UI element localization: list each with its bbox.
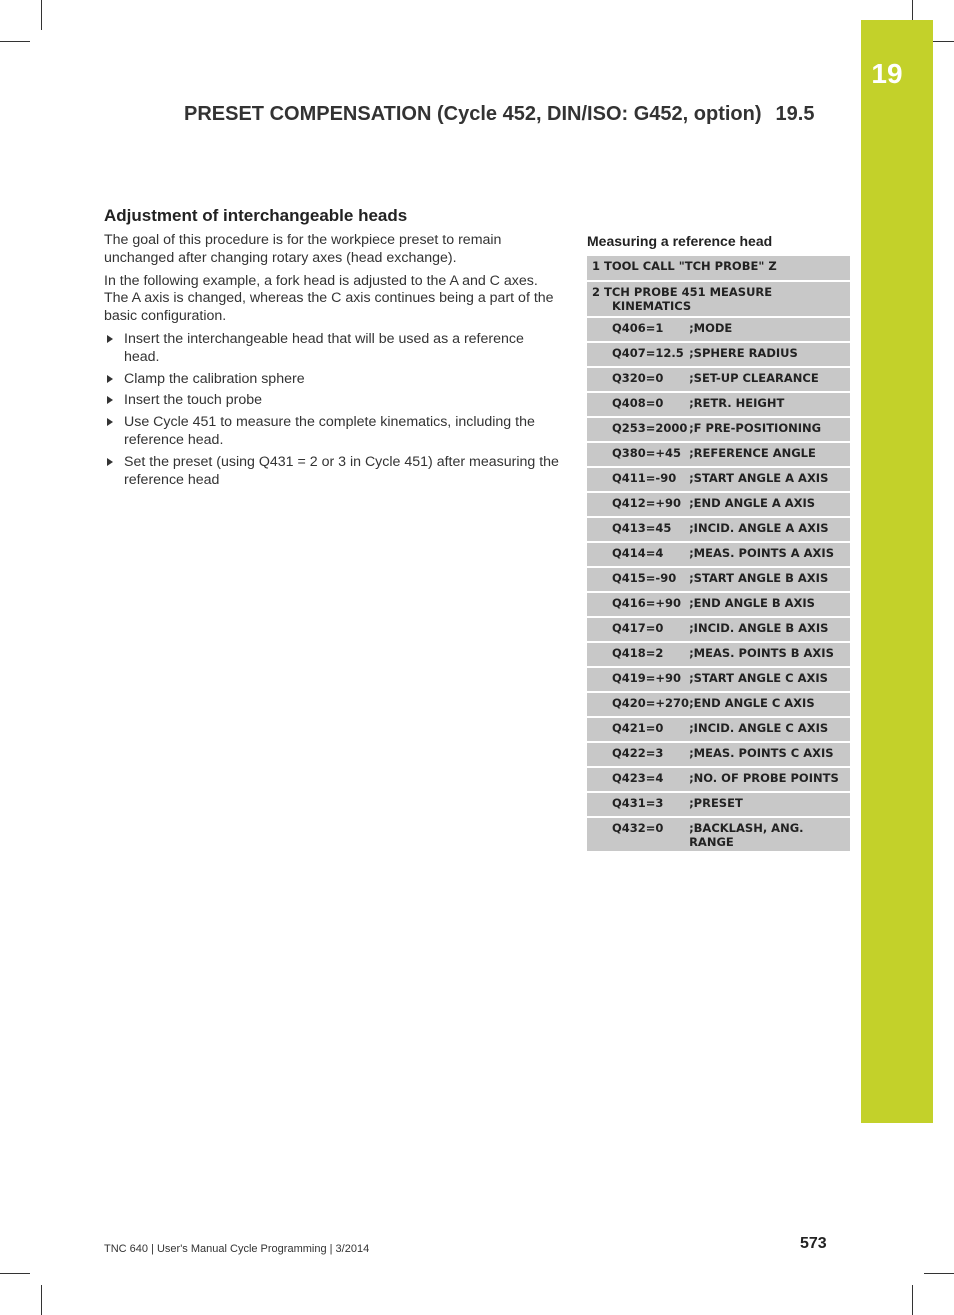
table-row <box>587 667 850 692</box>
step-text: Insert the interchangeable head that will be used as a reference head. <box>124 330 524 365</box>
crop-mark <box>0 41 30 42</box>
footer-text: TNC 640 | User's Manual Cycle Programming | 3/2014 <box>104 1243 370 1255</box>
step-text: Clamp the calibration sphere <box>124 370 305 387</box>
comment-cell: ;MEAS. POINTS A AXIS <box>689 542 850 567</box>
step-text: Insert the touch probe <box>124 392 263 409</box>
triangle-bullet-icon <box>107 396 113 404</box>
table-row <box>587 642 850 667</box>
comment-cell: ;END ANGLE B AXIS <box>689 592 850 617</box>
comment-cell: ;END ANGLE A AXIS <box>689 492 850 517</box>
param-cell: Q416=+90 <box>587 592 689 617</box>
table-row <box>587 517 850 542</box>
comment-cell: ;SET-UP CLEARANCE <box>689 367 850 392</box>
table-row <box>587 567 850 592</box>
table-row <box>587 367 850 392</box>
comment-cell: ;INCID. ANGLE C AXIS <box>689 717 850 742</box>
table-row <box>587 256 850 281</box>
param-cell: Q422=3 <box>587 742 689 767</box>
table-row <box>587 392 850 417</box>
comment-cell: ;BACKLASH, ANG. RANGE <box>689 817 850 852</box>
param-cell: Q380=+45 <box>587 442 689 467</box>
comment-cell: ;RETR. HEIGHT <box>689 392 850 417</box>
table-row <box>587 767 850 792</box>
table-row <box>587 592 850 617</box>
example-heading: Measuring a reference head <box>587 233 773 249</box>
comment-cell: ;SPHERE RADIUS <box>689 342 850 367</box>
header-section-number: 19.5 <box>775 103 815 125</box>
comment-cell: ;PRESET <box>689 792 850 817</box>
chapter-tab <box>861 20 933 1123</box>
param-cell: Q431=3 <box>587 792 689 817</box>
comment-cell: ;END ANGLE C AXIS <box>689 692 850 717</box>
running-header <box>184 103 836 126</box>
comment-cell: ;MODE <box>689 317 850 342</box>
param-cell: Q419=+90 <box>587 667 689 692</box>
code-line <box>587 281 850 317</box>
param-cell: Q414=4 <box>587 542 689 567</box>
section-heading: Adjustment of interchangeable heads <box>104 206 408 225</box>
crop-mark <box>912 1285 913 1315</box>
triangle-bullet-icon <box>107 375 113 383</box>
table-row <box>587 542 850 567</box>
param-cell: Q413=45 <box>587 517 689 542</box>
table-row <box>587 742 850 767</box>
list-item <box>104 371 560 389</box>
list-item <box>104 392 560 410</box>
comment-cell: ;MEAS. POINTS B AXIS <box>689 642 850 667</box>
table-row <box>587 692 850 717</box>
code-line-text: 2 TCH PROBE 451 MEASURE <box>592 285 773 299</box>
table-row <box>587 417 850 442</box>
step-list <box>104 331 560 489</box>
param-cell: Q406=1 <box>587 317 689 342</box>
table-row <box>587 717 850 742</box>
comment-cell: ;START ANGLE A AXIS <box>689 467 850 492</box>
page-number: 573 <box>800 1235 827 1252</box>
param-cell: Q418=2 <box>587 642 689 667</box>
comment-cell: ;NO. OF PROBE POINTS <box>689 767 850 792</box>
param-cell: Q420=+270 <box>587 692 689 717</box>
table-row <box>587 467 850 492</box>
param-cell: Q423=4 <box>587 767 689 792</box>
param-cell: Q407=12.5 <box>587 342 689 367</box>
comment-cell: ;INCID. ANGLE B AXIS <box>689 617 850 642</box>
param-cell: Q320=0 <box>587 367 689 392</box>
table-row <box>587 317 850 342</box>
table-row <box>587 817 850 852</box>
crop-mark <box>924 1273 954 1274</box>
triangle-bullet-icon <box>107 418 113 426</box>
table-row <box>587 442 850 467</box>
code-line: 1 TOOL CALL "TCH PROBE" Z <box>587 256 850 281</box>
list-item <box>104 454 560 490</box>
triangle-bullet-icon <box>107 458 113 466</box>
param-cell: Q408=0 <box>587 392 689 417</box>
comment-cell: ;INCID. ANGLE A AXIS <box>689 517 850 542</box>
param-cell: Q432=0 <box>587 817 689 852</box>
param-cell: Q411=-90 <box>587 467 689 492</box>
table-row <box>587 281 850 317</box>
comment-cell: ;START ANGLE B AXIS <box>689 567 850 592</box>
param-cell: Q253=2000 <box>587 417 689 442</box>
chapter-number: 19 <box>871 58 903 89</box>
code-line-continuation: KINEMATICS <box>612 299 692 313</box>
step-text: Set the preset (using Q431 = 2 or 3 in Cycle 451) after measuring the reference head <box>124 453 559 488</box>
comment-cell: ;MEAS. POINTS C AXIS <box>689 742 850 767</box>
step-text: Use Cycle 451 to measure the complete kinematics, including the reference head. <box>124 414 535 448</box>
param-cell: Q417=0 <box>587 617 689 642</box>
param-cell: Q412=+90 <box>587 492 689 517</box>
header-title: PRESET COMPENSATION (Cycle 452, DIN/ISO: G452, option) <box>184 103 762 125</box>
table-row <box>587 792 850 817</box>
param-cell: Q415=-90 <box>587 567 689 592</box>
crop-mark <box>41 1285 42 1315</box>
triangle-bullet-icon <box>107 335 113 343</box>
list-item <box>104 331 560 367</box>
list-item <box>104 414 560 450</box>
crop-mark <box>41 0 42 30</box>
paragraph: The goal of this procedure is for the workpiece preset to remain unchanged after changing rotary axes (head exchange). <box>104 232 502 266</box>
crop-mark <box>0 1273 30 1274</box>
table-row <box>587 342 850 367</box>
comment-cell: ;F PRE-POSITIONING <box>689 417 850 442</box>
comment-cell: ;REFERENCE ANGLE <box>689 442 850 467</box>
comment-cell: ;START ANGLE C AXIS <box>689 667 850 692</box>
body-text <box>104 232 560 493</box>
param-cell: Q421=0 <box>587 717 689 742</box>
table-row <box>587 492 850 517</box>
paragraph: In the following example, a fork head is adjusted to the A and C axes. The A axis is changed, whereas the C axis continues being a part of the basic configuration. <box>104 272 554 325</box>
table-row <box>587 617 850 642</box>
nc-program-table <box>587 256 850 853</box>
